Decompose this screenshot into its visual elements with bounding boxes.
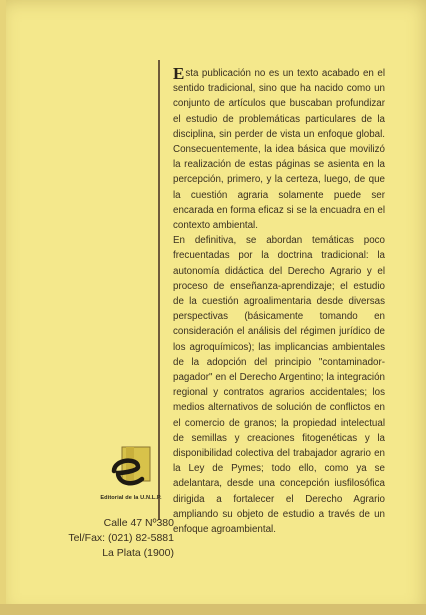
cover-bottom-edge [0, 604, 426, 615]
drop-cap: E [173, 64, 185, 83]
vertical-rule [158, 60, 160, 520]
blurb-text [173, 66, 385, 537]
publisher-name: Editorial de la U.N.L.P. [100, 495, 162, 501]
blurb-paragraph-1 [173, 66, 385, 233]
publisher-address [58, 516, 174, 561]
address-street: Calle 47 Nº380 [103, 517, 174, 529]
cover-left-edge [0, 0, 6, 615]
blurb-paragraph-2: En definitiva, se abordan temáticas poco frecuentadas por la doctrina tradicional: la autonomía didáctica del Derecho Agrario y el proceso de enseñanza-aprendizaje; el estudio de la cuestión agroalimentaria desde diversas perspectivas (básicamente tomando en consideración el análisis del régimen jurídico de los agroquímicos); las implicancias ambientales de la adopción del principio "contaminador-pagador" en el Derecho Argentino; la integración regional y contratos agrarios accidentales; los medios alternativos de solución de conflictos en el comercio de granos; la propiedad intelectual de semillas y creaciones fitogenéticas y la disponibilidad colectiva del trabajador agrario en la Ley de Pymes; todo ello, como ya se adelantara, desde una concepción iusfilosófica dirigida a fortalecer el Derecho Agrario ampliando su objeto de estudio a través de un enfoque agroambiental. [173, 235, 385, 536]
editorial-e-logo-icon [108, 445, 152, 493]
paragraph-1-text: sta publicación no es un texto acabado en el sentido tradicional, sino que ha nacido como un conjunto de artículos que buscaban profundizar el estudio de problemáticas particulares de la disciplina, sin perder de vista un enfoque global. Consecuentemente, la idea básica que movilizó la realización de estas páginas se asienta en la percepción, primero, y la certeza, luego, de que la cuestión agraria solamente puede ser encarada en forma eficaz si se la encuadra en el contexto ambiental. [173, 68, 385, 232]
address-phone: Tel/Fax: (021) 82-5881 [68, 532, 174, 544]
address-city: La Plata (1900) [102, 547, 174, 559]
